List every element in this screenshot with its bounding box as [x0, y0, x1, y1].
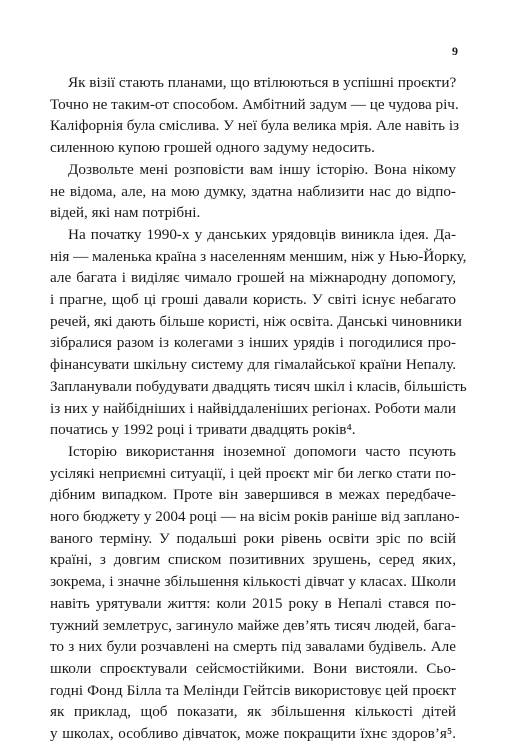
text-line: Як візії стають планами, що втілюються в успішні проєкти? — [68, 74, 457, 91]
text-line: Точно не таким-от способом. Амбітний задум — це чудова річ. — [50, 95, 459, 113]
text-line: зокрема, і значне збільшення кількості дівчат у класах. Школи — [50, 573, 456, 591]
text-line: дібним випадком. Проте він завершився в межах передбачe- — [50, 486, 456, 504]
text-line: країні, з довгим списком позитивних зрушень, серед яких, — [50, 551, 456, 569]
text-line: у школах, особливо дівчаток, може покращити їхнє здоров’я⁵. — [50, 725, 456, 743]
text-line: ного бюджету у 2004 році — на вісім років раніше від заплано- — [50, 508, 460, 526]
body-text — [50, 72, 467, 745]
text-line: ваного терміну. У подальші роки рівень освіти зріс по всій — [50, 529, 456, 547]
text-line: Історію використання іноземної допомоги часто псують — [68, 442, 456, 460]
paragraph-4 — [50, 441, 460, 745]
text-line: не відома, але, на мою думку, здатна наблизити нас до відпо- — [50, 182, 456, 200]
text-line: Каліфорнія була сміслива. У неї була велика мрія. Але навіть із — [50, 117, 460, 135]
page-number: 9 — [452, 44, 458, 58]
text-line: нія — маленька країна з населенням меншим, ніж у Нью-Йорку, — [50, 247, 467, 265]
text-line: речей, які дають більше користі, ніж освіта. Данські чиновники — [50, 312, 462, 330]
text-line: початись у 1992 році і тривати двадцять років⁴. — [50, 421, 356, 439]
text-line: усілякі неприємні ситуації, і цей проєкт міг би легко стати по- — [50, 464, 456, 482]
text-line: зібралися разом із колегами з інших урядів і погодилися про- — [50, 334, 456, 352]
paragraph-2 — [50, 159, 456, 224]
text-line: Запланували побудувати двадцять тисяч шкіл і класів, більшість — [50, 377, 467, 395]
text-line: і прагне, щоб ці гроші давали користь. У світі існує небагато — [50, 291, 456, 309]
text-line: годні Фонд Білла та Мелінди Гейтсів використовує цей проєкт — [50, 681, 456, 699]
text-line: школи спроєктували сейсмостійкими. Вони вистояли. Сьо- — [50, 659, 456, 677]
text-line: силенною купою грошей одного задуму недосить. — [50, 139, 375, 157]
text-line: відей, які нам потрібні. — [50, 204, 201, 222]
text-line: навіть урятували життя: коли 2015 року в Непалі стався по- — [50, 594, 456, 612]
text-line: як приклад, щоб показати, як збільшення кількості дітей — [50, 703, 456, 721]
text-line: то з них були розчавлені на смерть під завалами будівель. Але — [50, 638, 456, 656]
text-line: але багата і виділяє чимало грошей на міжнародну допомогу, — [50, 269, 456, 287]
text-line: із них у найбідніших і найвіддаленіших регіонах. Роботи мали — [50, 399, 456, 417]
text-line: тужний землетрус, загинуло майже дев’ять тисяч людей, бага- — [50, 616, 456, 634]
paragraph-3 — [50, 224, 467, 441]
text-line: Дозвольте мені розповісти вам іншу історію. Вона нікому — [68, 160, 456, 178]
paragraph-1 — [50, 72, 460, 159]
text-line: фінансувати шкільну систему для гімалайської країни Непалу. — [50, 356, 456, 374]
text-line: На початку 1990-х у данських урядовців виникла ідея. Да- — [68, 225, 456, 243]
